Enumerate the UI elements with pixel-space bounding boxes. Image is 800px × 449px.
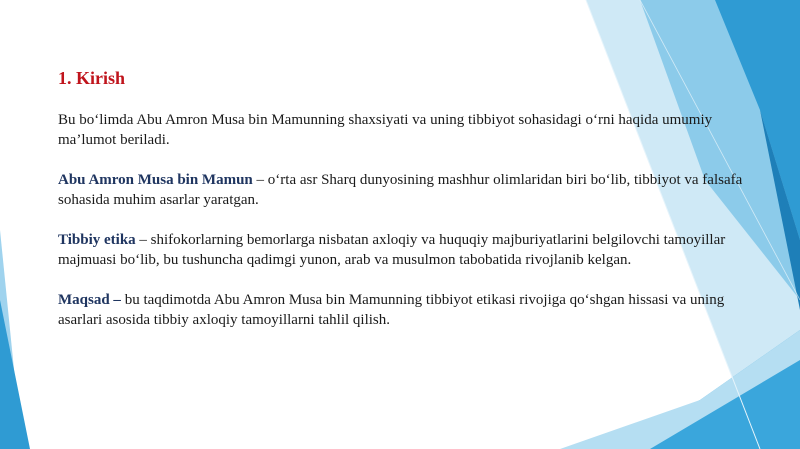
term-maqsad: Maqsad – [58,292,121,308]
paragraph-abu-amron [58,170,758,210]
slide-heading: 1. Kirish [58,68,126,88]
text-abu-amron: – o‘rta asr Sharq dunyosining mashhur olimlaridan biri bo‘lib, tibbiyot va falsafa sohasida muhim asarlar yaratgan. [58,172,743,208]
term-abu-amron: Abu Amron Musa bin Mamun [58,172,253,188]
deco-left-dark [0,300,30,449]
term-tibbiy-etika: Tibbiy etika [58,232,136,248]
paragraph-maqsad [58,290,758,330]
intro-paragraph: Bu bo‘limda Abu Amron Musa bin Mamunning shaxsiyati va uning tibbiyot sohasidagi o‘rni haqida umumiy ma’lumot beriladi. [58,112,713,148]
paragraph-tibbiy-etika [58,230,758,270]
text-tibbiy-etika: – shifokorlarning bemorlarga nisbatan axloqiy va huquqiy majburiyatlarini belgilovchi tamoyillar majmuasi bo‘lib, bu tushuncha qadimgi yunon, arab va musulmon tabobatida rivojlanib kelgan. [58,232,726,268]
slide-content [58,66,758,350]
text-maqsad: bu taqdimotda Abu Amron Musa bin Mamunning tibbiyot etikasi rivojiga qo‘shgan hissasi va uning asarlari asosida tibbiy axloqiy tamoyillarni tahlil qilish. [58,292,725,328]
